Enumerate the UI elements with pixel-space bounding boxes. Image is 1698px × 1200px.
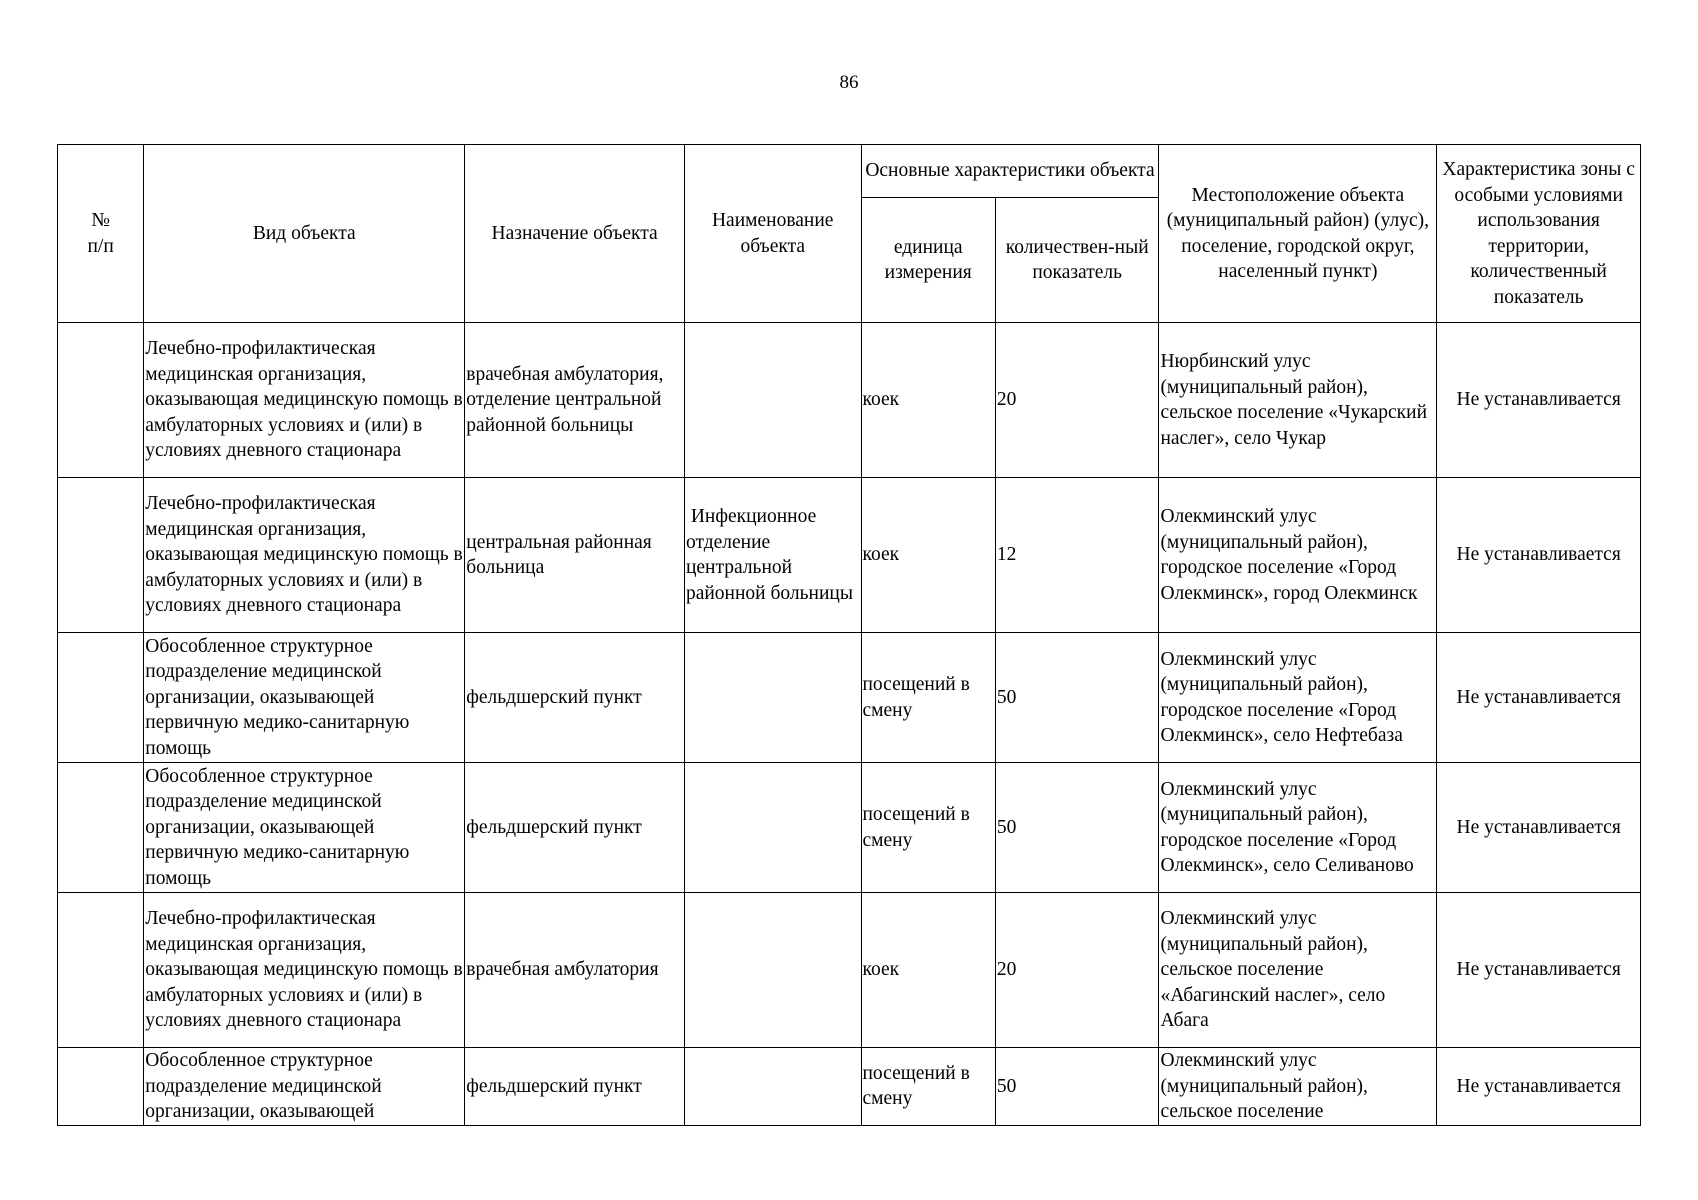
cell-num — [58, 893, 144, 1048]
cell-kind: Лечебно-профилактическая медицинская организация, оказывающая медицинскую помощь в амбулаторных условиях и (или) в условиях дневного стационара — [144, 478, 465, 633]
cell-unit: посещений в смену — [861, 1048, 995, 1126]
cell-purpose: центральная районная больница — [465, 478, 685, 633]
cell-purpose: фельдшерский пункт — [465, 763, 685, 893]
cell-location: Олекминский улус (муниципальный район), городское поселение «Город Олекминск», село Селиваново — [1159, 763, 1437, 893]
header-characteristics: Основные характеристики объекта — [861, 145, 1159, 198]
objects-table — [57, 144, 1641, 1126]
header-purpose: Назначение объекта — [465, 145, 685, 323]
cell-num — [58, 763, 144, 893]
cell-location: Олекминский улус (муниципальный район), сельское поселение — [1159, 1048, 1437, 1126]
cell-unit: посещений в смену — [861, 763, 995, 893]
table-row — [58, 478, 1641, 633]
cell-num — [58, 478, 144, 633]
cell-location: Олекминский улус (муниципальный район), городское поселение «Город Олекминск», город Олекминск — [1159, 478, 1437, 633]
cell-name — [684, 633, 861, 763]
cell-purpose: фельдшерский пункт — [465, 1048, 685, 1126]
header-name: Наименование объекта — [684, 145, 861, 323]
cell-zone: Не устанавливается — [1437, 633, 1641, 763]
cell-quantity: 20 — [995, 323, 1159, 478]
table-row — [58, 763, 1641, 893]
cell-kind: Лечебно-профилактическая медицинская организация, оказывающая медицинскую помощь в амбулаторных условиях и (или) в условиях дневного стационара — [144, 323, 465, 478]
cell-location: Олекминский улус (муниципальный район), сельское поселение «Абагинский наслег», село Абага — [1159, 893, 1437, 1048]
cell-purpose: фельдшерский пункт — [465, 633, 685, 763]
table-row — [58, 893, 1641, 1048]
cell-zone: Не устанавливается — [1437, 893, 1641, 1048]
cell-unit: посещений в смену — [861, 633, 995, 763]
cell-quantity: 50 — [995, 763, 1159, 893]
cell-quantity: 50 — [995, 633, 1159, 763]
cell-name — [684, 893, 861, 1048]
header-location: Местоположение объекта (муниципальный район) (улус), поселение, городской округ, населенный пункт) — [1159, 145, 1437, 323]
table-row — [58, 1048, 1641, 1126]
cell-location: Нюрбинский улус (муниципальный район), сельское поселение «Чукарский наслег», село Чукар — [1159, 323, 1437, 478]
table-header-row — [58, 145, 1641, 198]
cell-kind: Обособленное структурное подразделение медицинской организации, оказывающей — [144, 1048, 465, 1126]
cell-quantity: 12 — [995, 478, 1159, 633]
cell-unit: коек — [861, 893, 995, 1048]
cell-name: Инфекционное отделение центральной районной больницы — [684, 478, 861, 633]
cell-name — [684, 763, 861, 893]
cell-kind: Обособленное структурное подразделение медицинской организации, оказывающей первичную медико-санитарную помощь — [144, 763, 465, 893]
cell-name — [684, 323, 861, 478]
cell-unit: коек — [861, 478, 995, 633]
cell-unit: коек — [861, 323, 995, 478]
page-number: 86 — [839, 72, 859, 93]
header-zone: Характеристика зоны с особыми условиями использования территории, количественный показатель — [1437, 145, 1641, 323]
table-row — [58, 323, 1641, 478]
cell-name — [684, 1048, 861, 1126]
cell-quantity: 20 — [995, 893, 1159, 1048]
cell-zone: Не устанавливается — [1437, 323, 1641, 478]
cell-zone: Не устанавливается — [1437, 478, 1641, 633]
header-quantity: количествен-ный показатель — [995, 198, 1159, 323]
cell-num — [58, 1048, 144, 1126]
cell-num — [58, 323, 144, 478]
table-row — [58, 633, 1641, 763]
header-num: № п/п — [58, 145, 144, 323]
cell-purpose: врачебная амбулатория, отделение центральной районной больницы — [465, 323, 685, 478]
cell-kind: Лечебно-профилактическая медицинская организация, оказывающая медицинскую помощь в амбулаторных условиях и (или) в условиях дневного стационара — [144, 893, 465, 1048]
cell-purpose: врачебная амбулатория — [465, 893, 685, 1048]
cell-zone: Не устанавливается — [1437, 1048, 1641, 1126]
cell-zone: Не устанавливается — [1437, 763, 1641, 893]
cell-location: Олекминский улус (муниципальный район), городское поселение «Город Олекминск», село Нефтебаза — [1159, 633, 1437, 763]
cell-num — [58, 633, 144, 763]
header-kind: Вид объекта — [144, 145, 465, 323]
cell-kind: Обособленное структурное подразделение медицинской организации, оказывающей первичную медико-санитарную помощь — [144, 633, 465, 763]
cell-quantity: 50 — [995, 1048, 1159, 1126]
header-unit: единица измерения — [861, 198, 995, 323]
